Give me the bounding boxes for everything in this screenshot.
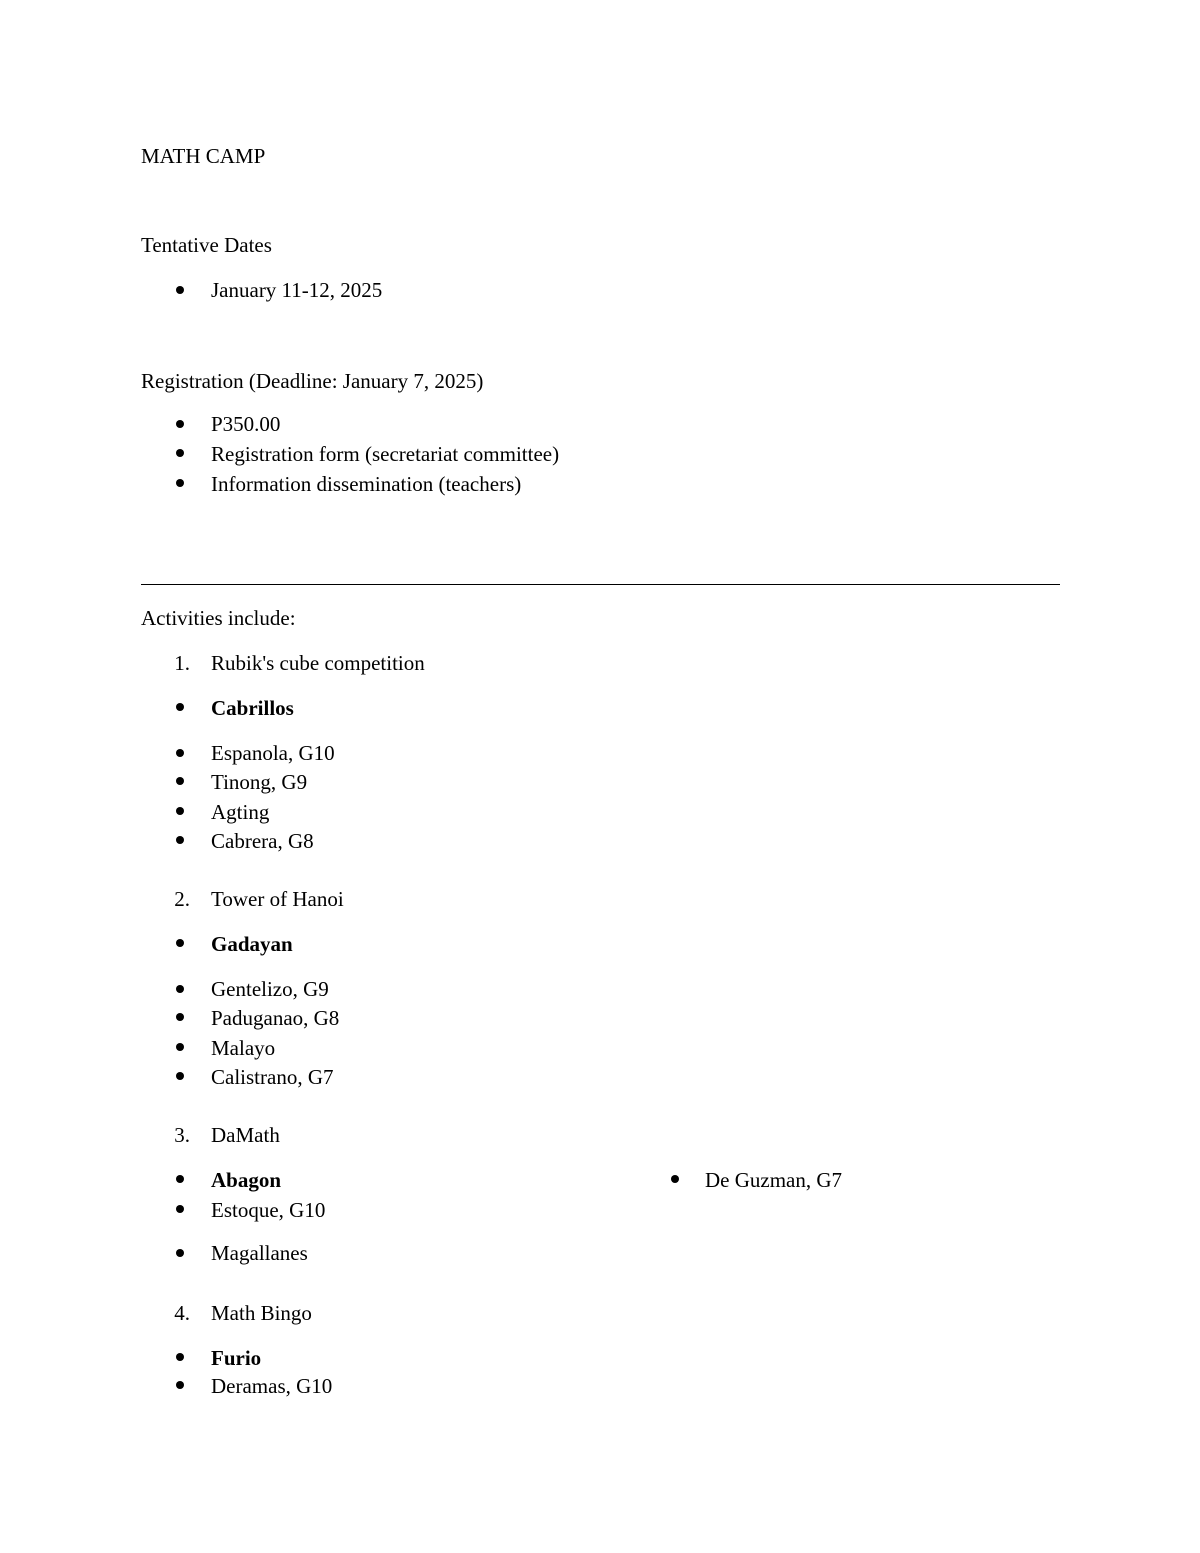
bullet-icon: [176, 479, 184, 487]
bullet-icon: [176, 749, 184, 757]
activity-number: 1.: [174, 651, 190, 675]
bullet-icon: [176, 1205, 184, 1213]
list-item: Registration form (secretariat committee): [211, 442, 560, 466]
list-item: Agting: [211, 800, 270, 824]
list-item: Malayo: [211, 1036, 276, 1060]
list-item: Magallanes: [211, 1241, 308, 1265]
list-item: Paduganao, G8: [211, 1006, 340, 1030]
list-item: Tinong, G9: [211, 770, 308, 794]
bullet-icon: [176, 449, 184, 457]
list-item: Calistrano, G7: [211, 1065, 334, 1089]
activity-lead: Abagon: [211, 1168, 282, 1192]
bullet-icon: [176, 420, 184, 428]
activity-lead: Cabrillos: [211, 696, 294, 720]
activity-lead: Furio: [211, 1346, 262, 1370]
horizontal-divider: [141, 584, 1060, 585]
bullet-icon: [176, 1175, 184, 1183]
page-title: MATH CAMP: [141, 144, 266, 168]
list-item: Cabrera, G8: [211, 829, 314, 853]
bullet-icon: [176, 286, 184, 294]
activity-lead: Gadayan: [211, 932, 293, 956]
dates-heading: Tentative Dates: [141, 233, 272, 257]
list-item: Gentelizo, G9: [211, 977, 329, 1001]
activity-name: DaMath: [211, 1123, 280, 1147]
activity-name: Rubik's cube competition: [211, 651, 425, 675]
list-item: Estoque, G10: [211, 1198, 326, 1222]
registration-heading: Registration (Deadline: January 7, 2025): [141, 369, 484, 393]
list-item: January 11-12, 2025: [211, 278, 383, 302]
bullet-icon: [176, 939, 184, 947]
bullet-icon: [176, 1353, 184, 1361]
bullet-icon: [176, 985, 184, 993]
bullet-icon: [176, 703, 184, 711]
bullet-icon: [176, 1381, 184, 1389]
activity-name: Tower of Hanoi: [211, 887, 344, 911]
list-item: P350.00: [211, 412, 281, 436]
list-item: Information dissemination (teachers): [211, 472, 522, 496]
list-item: Deramas, G10: [211, 1374, 333, 1398]
bullet-icon: [176, 1249, 184, 1257]
activity-number: 3.: [174, 1123, 190, 1147]
list-item: De Guzman, G7: [705, 1168, 843, 1192]
bullet-icon: [176, 836, 184, 844]
activity-number: 4.: [174, 1301, 190, 1325]
activities-heading: Activities include:: [141, 606, 296, 630]
activity-name: Math Bingo: [211, 1301, 312, 1325]
bullet-icon: [176, 1013, 184, 1021]
bullet-icon: [671, 1175, 679, 1183]
bullet-icon: [176, 1043, 184, 1051]
bullet-icon: [176, 1072, 184, 1080]
bullet-icon: [176, 777, 184, 785]
list-item: Espanola, G10: [211, 741, 335, 765]
bullet-icon: [176, 807, 184, 815]
activity-number: 2.: [174, 887, 190, 911]
